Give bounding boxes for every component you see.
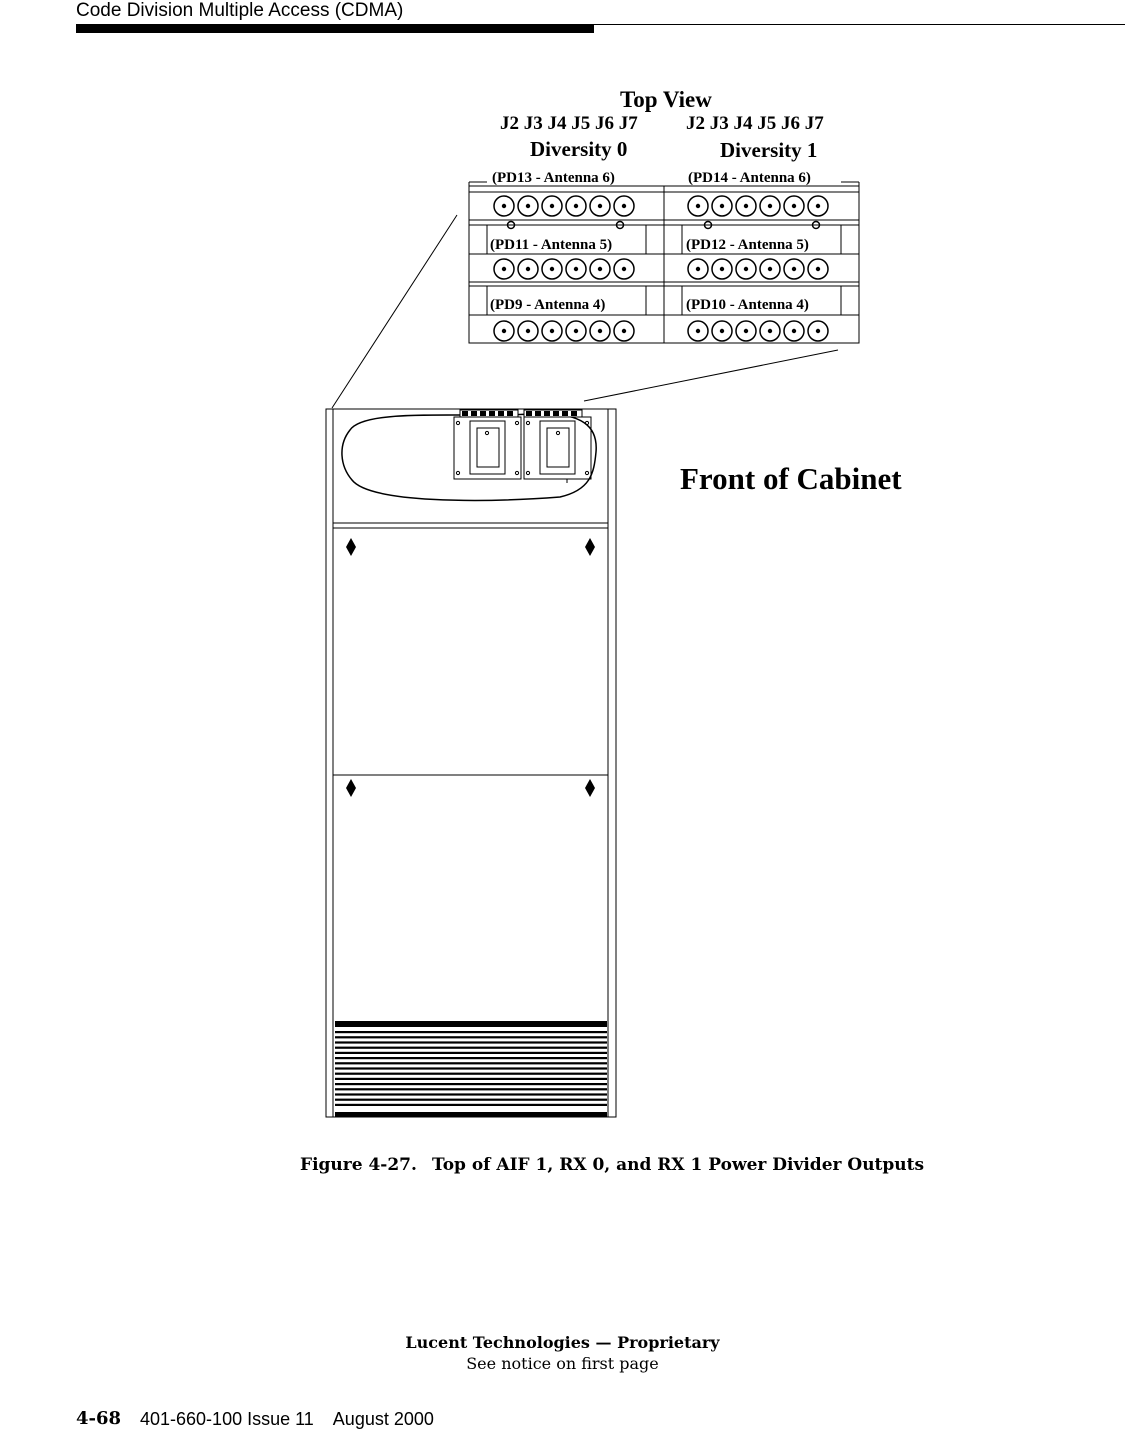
vent-slat [335, 1088, 607, 1090]
vent-slat [335, 1104, 607, 1106]
rf-connector-pin [792, 329, 796, 333]
top-strip-jack [553, 411, 559, 416]
vent-slat [335, 1067, 607, 1069]
top-strip-jack [489, 411, 495, 416]
connector-group [494, 196, 828, 341]
rf-connector-pin [574, 329, 578, 333]
top-strip-jack [498, 411, 504, 416]
cabinet-front [326, 409, 616, 1117]
cabinet-top-connector-strip [460, 410, 582, 417]
rf-connector-pin [720, 329, 724, 333]
top-strip-jack [507, 411, 513, 416]
document-info: 401-660-100 Issue 11 August 2000 [140, 1409, 434, 1429]
rf-connector-pin [550, 267, 554, 271]
pd13-label: (PD13 - Antenna 6) [492, 170, 615, 186]
cabinet-vent-grille [335, 1021, 607, 1117]
vent-slat [335, 1036, 607, 1038]
diversity-1-label: Diversity 1 [720, 138, 818, 162]
leader-line-left [332, 215, 457, 408]
rf-connector-pin [502, 204, 506, 208]
top-strip-jack [480, 411, 486, 416]
cabinet-latches [346, 538, 595, 797]
figure-number: Figure 4-27. [300, 1155, 417, 1175]
diversity-0-label: Diversity 0 [530, 137, 628, 161]
rf-connector-pin [574, 204, 578, 208]
rf-connector-pin [526, 267, 530, 271]
rf-connector-pin [622, 329, 626, 333]
rf-connector-pin [696, 204, 700, 208]
rf-connector-pin [768, 267, 772, 271]
door-latch [585, 538, 595, 556]
rf-connector-pin [696, 267, 700, 271]
vent-slat [335, 1083, 607, 1085]
rf-connector-pin [574, 267, 578, 271]
page-number: 4-68 [76, 1408, 122, 1429]
rf-connector-pin [792, 267, 796, 271]
door-latch [585, 779, 595, 797]
rf-connector-pin [550, 204, 554, 208]
vent-slat [335, 1062, 607, 1064]
vent-bar [335, 1112, 607, 1117]
footer-proprietary: Lucent Technologies — Proprietary [405, 1333, 720, 1352]
top-strip-jack [471, 411, 477, 416]
top-strip-jack [571, 411, 577, 416]
rf-connector-pin [550, 329, 554, 333]
pd14-label: (PD14 - Antenna 6) [688, 170, 811, 186]
pd11-label: (PD11 - Antenna 5) [490, 237, 613, 253]
rf-connector-pin [720, 204, 724, 208]
pd9-label: (PD9 - Antenna 4) [490, 297, 606, 313]
rf-connector-pin [816, 267, 820, 271]
footer-notice: See notice on first page [466, 1354, 659, 1373]
vent-slat [335, 1093, 607, 1095]
rf-connector-pin [696, 329, 700, 333]
rf-connector-pin [744, 267, 748, 271]
top-strip-jack [462, 411, 468, 416]
rf-connector-pin [816, 329, 820, 333]
rf-connector-pin [768, 204, 772, 208]
vent-slat [335, 1099, 607, 1101]
rf-connector-pin [792, 204, 796, 208]
rf-connector-pin [598, 204, 602, 208]
rf-connector-pin [502, 329, 506, 333]
jack-labels-diversity-0: J2 J3 J4 J5 J6 J7 [500, 113, 638, 134]
rf-connector-pin [598, 329, 602, 333]
vent-slat [335, 1078, 607, 1080]
rf-connector-pin [526, 329, 530, 333]
rf-connector-pin [502, 267, 506, 271]
rf-connector-pin [622, 204, 626, 208]
rf-connector-pin [744, 329, 748, 333]
vent-slat [335, 1057, 607, 1059]
vent-slat [335, 1052, 607, 1054]
rf-connector-pin [816, 204, 820, 208]
jack-labels-diversity-1: J2 J3 J4 J5 J6 J7 [686, 113, 824, 134]
figure-title: Top of AIF 1, RX 0, and RX 1 Power Divider Outputs [432, 1155, 925, 1175]
pd12-label: (PD12 - Antenna 5) [686, 237, 809, 253]
rf-connector-pin [744, 204, 748, 208]
front-of-cabinet-label: Front of Cabinet [680, 461, 902, 496]
rf-connector-pin [598, 267, 602, 271]
rf-connector-pin [526, 204, 530, 208]
door-latch [346, 538, 356, 556]
rf-connector-pin [720, 267, 724, 271]
vent-slat [335, 1031, 607, 1033]
pd10-label: (PD10 - Antenna 4) [686, 297, 809, 313]
rf-connector-pin [622, 267, 626, 271]
top-strip-jack [526, 411, 532, 416]
leader-line-right [584, 350, 838, 401]
rf-connector-pin [768, 329, 772, 333]
top-view-label: Top View [620, 87, 712, 112]
top-strip-jack [544, 411, 550, 416]
top-strip-jack [562, 411, 568, 416]
door-latch [346, 779, 356, 797]
vent-slat [335, 1073, 607, 1075]
vent-bar [335, 1021, 607, 1027]
running-header: Code Division Multiple Access (CDMA) [76, 0, 404, 21]
vent-slat [335, 1047, 607, 1049]
top-strip-jack [535, 411, 541, 416]
vent-slat [335, 1041, 607, 1043]
